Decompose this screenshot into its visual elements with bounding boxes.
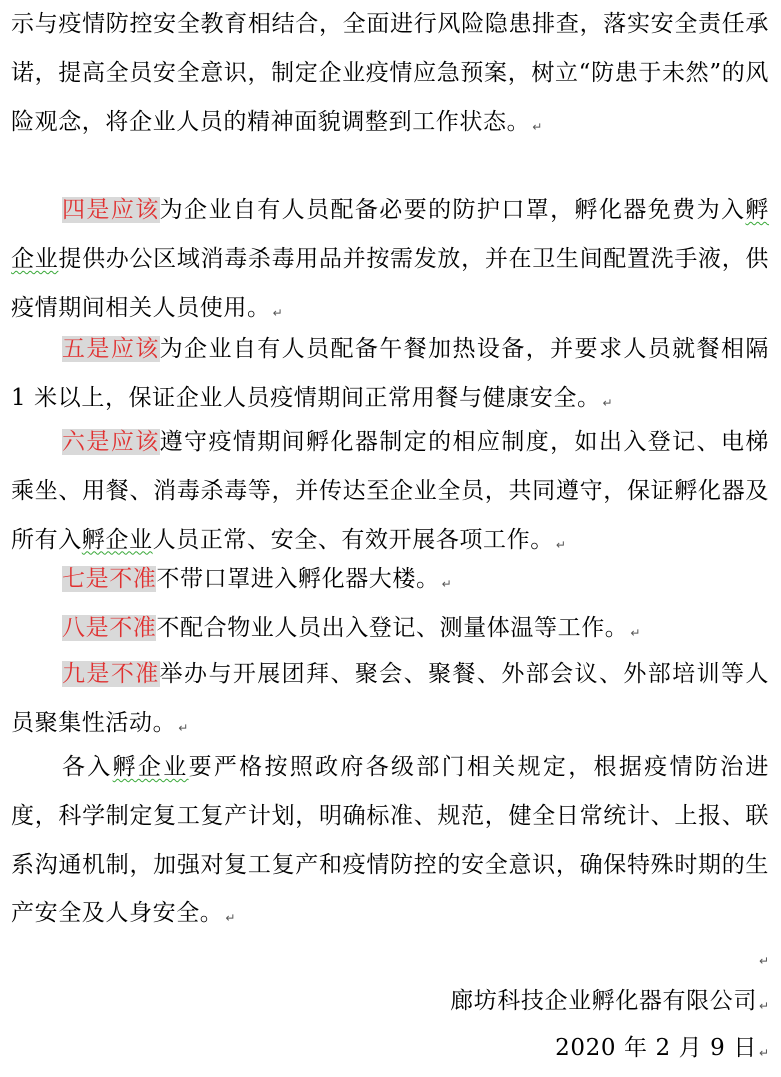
highlighted-label: 六是应该 [62, 429, 160, 455]
highlighted-label: 七是不准 [62, 566, 157, 592]
paragraph-mark-icon: ↵ [441, 577, 452, 591]
paragraph-item-7 [11, 555, 769, 609]
paragraph-text: 为企业自有人员配备午餐加热设备，并要求人员就餐相隔 1 米以上，保证企业人员疫情期间正常用餐与健康安全。 [11, 336, 770, 411]
highlighted-label: 五是应该 [62, 336, 160, 362]
empty-paragraph [757, 948, 769, 971]
paragraph-item-5 [11, 325, 769, 428]
paragraph-text: 要严格按照政府各级部门相关规定，根据疫情防治进度，科学制定复工复产计划，明确标准、规范，健全日常统计、上报、联系沟通机制，加强对复工复产和疫情防控的安全意识，确保特殊时期的生产安全及人身安全。 [11, 754, 769, 927]
paragraph-text: 为企业自有人员配备必要的防护口罩，孵化器免费为入 [159, 197, 746, 223]
organization-name: 廊坊科技企业孵化器有限公司 [450, 988, 757, 1014]
paragraph-text: 各入 [62, 754, 113, 780]
paragraph-closing [11, 743, 769, 943]
paragraph-text: 举办与开展团拜、聚会、聚餐、外部会议、外部培训等人员聚集性活动。 [11, 661, 770, 736]
paragraph-item-9 [11, 650, 769, 753]
paragraph-text: 遵守疫情期间孵化器制定的相应制度，如出入登记、电梯乘坐、用餐、消毒杀毒等，并传达至企业全员，共同遵守，保证孵化器及所有入 [11, 429, 770, 553]
paragraph-mark-icon: ↵ [555, 537, 566, 552]
paragraph-intro-continuation [11, 0, 769, 151]
paragraph-mark-icon: ↵ [758, 954, 769, 968]
signature-date [555, 1024, 769, 1077]
spellcheck-underlined-word: 孵企业 [112, 754, 189, 780]
paragraph-item-4 [11, 186, 769, 337]
paragraph-mark-icon: ↵ [630, 626, 641, 640]
paragraph-mark-icon: ↵ [758, 999, 769, 1013]
paragraph-mark-icon: ↵ [225, 911, 236, 926]
paragraph-mark-icon: ↵ [602, 395, 613, 410]
paragraph-text: 示与疫情防控安全教育相结合，全面进行风险隐患排查，落实安全责任承诺，提高全员安全意识，制定企业疫情应急预案，树立“防患于未然”的风险观念，将企业人员的精神面貌调整到工作状态。 [11, 11, 769, 135]
paragraph-text: 提供办公区域消毒杀毒用品并按需发放，并在卫生间配置洗手液，供疫情期间相关人员使用。 [11, 245, 770, 321]
highlighted-label: 四是应该 [62, 197, 160, 223]
paragraph-text: 人员正常、安全、有效开展各项工作。 [152, 526, 554, 553]
highlighted-label: 八是不准 [62, 615, 157, 641]
paragraph-text: 不配合物业人员出入登记、测量体温等工作。 [156, 615, 629, 641]
paragraph-mark-icon: ↵ [758, 1046, 769, 1060]
paragraph-mark-icon: ↵ [272, 305, 283, 320]
highlighted-label: 九是不准 [62, 661, 160, 687]
paragraph-mark-icon: ↵ [532, 119, 543, 134]
paragraph-item-6 [11, 418, 769, 569]
paragraph-text: 不带口罩进入孵化器大楼。 [156, 566, 440, 592]
date-text: 2020 年 2 月 9 日 [555, 1035, 757, 1061]
paragraph-mark-icon: ↵ [178, 720, 189, 735]
spellcheck-underlined-word: 孵企业 [81, 526, 153, 553]
signature-organization [450, 977, 769, 1030]
spellcheck-underlined-word: 孵企业 [11, 197, 770, 272]
